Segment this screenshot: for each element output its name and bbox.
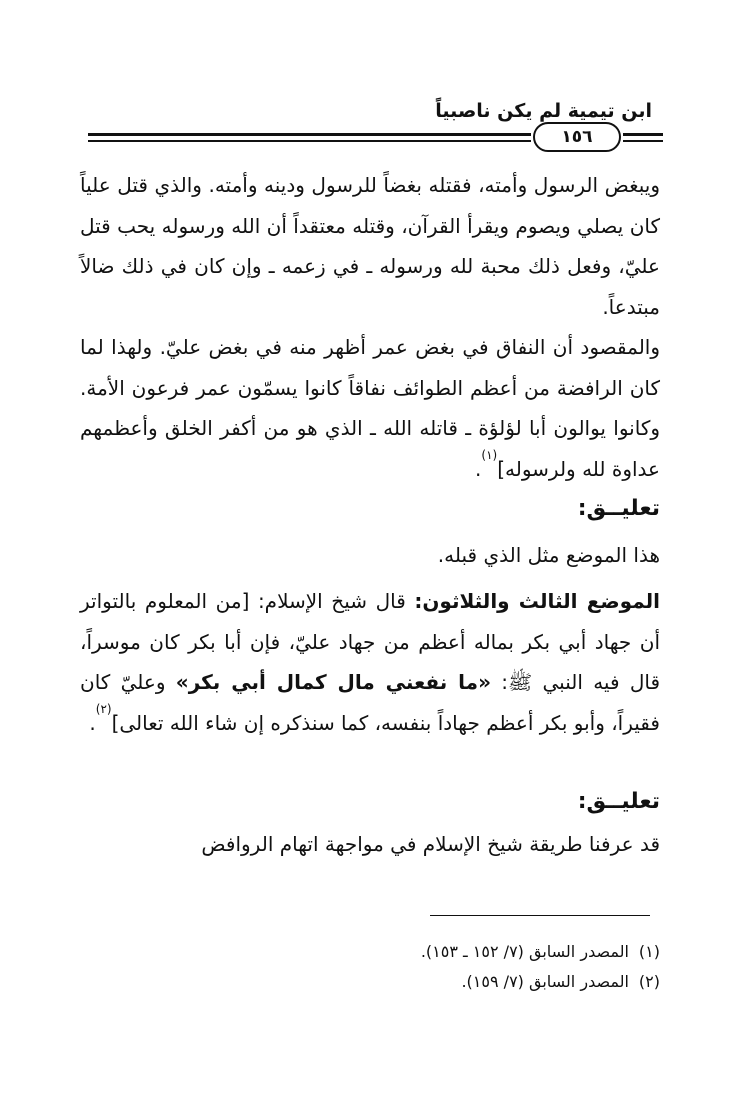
header-rule-right-top	[623, 133, 663, 136]
footnote-separator	[430, 915, 650, 916]
hadith-quote: «ما نفعني مال كمال أبي بكر»	[175, 670, 491, 694]
footnote-number: (٢)	[638, 972, 660, 991]
footnote-ref-2: (٢)	[95, 701, 112, 716]
page-number: ١٥٦	[533, 122, 621, 152]
footnote-item	[80, 937, 660, 967]
footnote-text: المصدر السابق (٧/ ١٥٢ ـ ١٥٣).	[420, 942, 629, 961]
paragraph-5: قد عرفنا طريقة شيخ الإسلام في مواجهة اتهام الروافض	[201, 832, 660, 856]
running-head: ابن تيمية لم يكن ناصبياً	[435, 100, 652, 122]
paragraph-3: هذا الموضع مثل الذي قبله.	[437, 543, 660, 567]
paragraph-2-end: .	[475, 456, 482, 481]
footnote-number: (١)	[638, 942, 660, 961]
paragraph-4-text-b: وعليّ كان فقيراً، وأبو بكر أعظم جهاداً بنفسه، كما سنذكره إن شاء الله تعالى]	[80, 670, 660, 735]
commentary-heading-1: تعليــق:	[577, 496, 660, 521]
footnote-item	[80, 967, 660, 997]
paragraph-1: ويبغض الرسول وأمته، فقتله بغضاً للرسول ودينه وأمته. والذي قتل علياً كان يصلي ويصوم ويقرأ القرآن، وقتله معتقداً أن الله ورسوله يحب قتل عليّ، وفعل ذلك محبة لله ورسوله ـ في زعمه ـ وإن كان في ذلك ضالاً مبتدعاً.	[80, 173, 660, 319]
footnote-ref-1: (١)	[481, 447, 498, 462]
header-rule-right-bottom	[623, 140, 663, 142]
header-rule-bottom	[88, 140, 531, 142]
footnotes	[80, 937, 660, 997]
paragraph-2-text: والمقصود أن النفاق في بغض عمر أظهر منه في بغض عليّ. ولهذا لما كان الرافضة من أعظم الطوائف نفاقاً كانوا يسمّون عمر فرعون الأمة. وكانوا يوالون أبا لؤلؤة ـ قاتله الله ـ الذي هو من أكفر الخلق وأعظمهم عداوة لله ولرسوله]	[80, 335, 660, 481]
commentary-heading-2: تعليــق:	[577, 789, 660, 814]
section-lead: الموضع الثالث والثلاثون:	[414, 589, 660, 613]
header-rule-top	[88, 133, 531, 136]
paragraph-2	[80, 327, 660, 489]
paragraph-4-text-a: قال شيخ الإسلام: [من المعلوم بالتواتر أن جهاد أبي بكر بماله أعظم من جهاد عليّ، فإن أبا بكر كان موسراً، قال فيه النبي ﷺ:	[80, 589, 661, 694]
footnote-text: المصدر السابق (٧/ ١٥٩).	[461, 972, 629, 991]
paragraph-4	[80, 581, 660, 743]
paragraph-4-end: .	[89, 710, 96, 735]
